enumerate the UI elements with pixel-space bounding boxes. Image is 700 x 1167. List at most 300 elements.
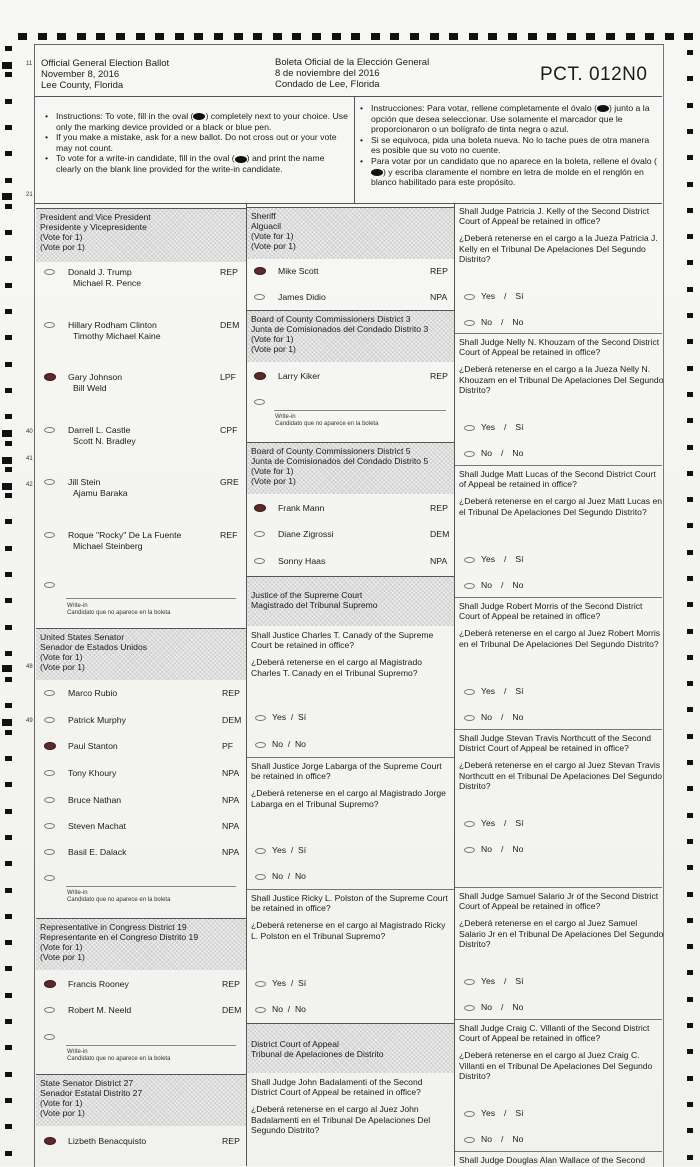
timing-mark (488, 33, 497, 40)
empty-oval-icon[interactable] (464, 1111, 475, 1117)
timing-mark (528, 33, 537, 40)
candidate-option[interactable] (44, 979, 252, 1003)
timing-mark (626, 33, 635, 40)
party-label: NPA (222, 847, 240, 857)
empty-oval-icon[interactable] (44, 532, 55, 538)
timing-mark (687, 287, 693, 292)
timing-mark (687, 1155, 693, 1160)
candidate-name: Steven Machat (68, 821, 126, 831)
timing-mark (5, 467, 12, 472)
timing-mark (687, 497, 693, 502)
timing-mark (5, 1124, 12, 1129)
empty-oval-icon[interactable] (255, 742, 266, 748)
timing-mark (687, 629, 693, 634)
timing-mark (687, 760, 693, 765)
timing-mark (5, 388, 12, 393)
kelly-yes-option[interactable]: Yes / Sí (464, 291, 524, 301)
candidate-option[interactable] (44, 320, 250, 344)
filled-oval-icon[interactable] (254, 372, 266, 380)
filled-oval-icon[interactable] (44, 742, 56, 750)
empty-oval-icon[interactable] (464, 425, 475, 431)
timing-mark (606, 33, 615, 40)
race-commissioner3-header: Board of County Commissioners District 3 Junta de Comisionados del Condado Distrito 3 (Vote for 1) (Vote por 1) (247, 310, 454, 362)
row-number: 41 (26, 456, 33, 462)
race-commissioner5-header: Board of County Commissioners District 5 Junta de Comisionados del Condado Distrito 5 (Vote for 1) (Vote por 1) (247, 442, 454, 494)
party-label: NPA (430, 556, 448, 566)
timing-mark (5, 309, 12, 314)
party-label: REP (430, 266, 448, 276)
timing-mark (508, 33, 517, 40)
timing-mark (687, 681, 693, 686)
timing-mark (214, 33, 223, 40)
election-date: November 8, 2016 (41, 69, 120, 80)
timing-mark (687, 734, 693, 739)
race-senate-header: United States Senator Senador de Estados Unidos (Vote for 1) (Vote por 1) (36, 628, 246, 680)
timing-mark (5, 230, 12, 235)
empty-oval-icon[interactable] (44, 690, 55, 696)
timing-mark (5, 335, 12, 340)
timing-mark (2, 665, 12, 672)
empty-oval-icon[interactable] (44, 427, 55, 433)
candidate-name: Marco Rubio (68, 688, 118, 698)
party-label: GRE (220, 477, 239, 487)
empty-oval-icon[interactable] (44, 770, 55, 776)
race-supreme-header: Justice of the Supreme Court Magistrado del Tribunal Supremo (247, 576, 454, 626)
timing-mark (5, 1072, 12, 1077)
filled-oval-icon (193, 113, 205, 120)
timing-mark (5, 782, 12, 787)
timing-mark (687, 234, 693, 239)
timing-mark (687, 103, 693, 108)
villanti-yes-option[interactable]: Yes / Sí (464, 1108, 524, 1118)
filled-oval-icon[interactable] (44, 1137, 56, 1145)
timing-mark (567, 33, 576, 40)
empty-oval-icon[interactable] (464, 979, 475, 985)
empty-oval-icon[interactable] (255, 874, 266, 880)
county: Lee County, Florida (41, 80, 124, 91)
party-label: REP (430, 371, 448, 381)
candidate-option[interactable] (254, 503, 460, 527)
row-number: 40 (26, 429, 33, 435)
timing-mark (38, 33, 47, 40)
timing-mark (687, 313, 693, 318)
filled-oval-icon[interactable] (254, 504, 266, 512)
filled-oval-icon (371, 169, 383, 176)
timing-mark (57, 33, 66, 40)
question-kelly: Shall Judge Patricia J. Kelly of the Second District Court of Appeal be retained in office? ¿Deberá retenerse en el cargo a la Jueza Patricia J. Kelly en el Tribunal De Apelaciones Del Segundo Distrito? (459, 206, 658, 264)
empty-oval-icon[interactable] (255, 715, 266, 721)
timing-mark (687, 944, 693, 949)
race-president-header: President and Vice President Presidente y Vicepresidente (Vote for 1) (Vote por 1) (36, 208, 246, 262)
northcutt-no-option[interactable]: No / No (464, 844, 523, 854)
empty-oval-icon[interactable] (44, 875, 55, 881)
party-label: DEM (430, 529, 450, 539)
timing-mark (5, 519, 12, 524)
timing-mark (5, 72, 12, 77)
timing-mark (5, 125, 12, 130)
empty-oval-icon[interactable] (44, 1007, 55, 1013)
candidate-name: Jill Stein (68, 477, 101, 487)
header-spanish (275, 57, 429, 90)
timing-mark (687, 445, 693, 450)
running-mate-name: Scott N. Bradley (73, 436, 136, 446)
filled-oval-icon (597, 105, 609, 112)
candidate-option[interactable] (44, 821, 252, 845)
empty-oval-icon[interactable] (44, 582, 55, 588)
timing-mark (687, 366, 693, 371)
northcutt-yes-option[interactable]: Yes / Sí (464, 818, 524, 828)
candidate-option[interactable] (254, 371, 460, 395)
empty-oval-icon[interactable] (464, 1005, 475, 1011)
khouzam-no-option[interactable]: No / No (464, 448, 523, 458)
question-villanti: Shall Judge Craig C. Villanti of the Second District Court of Appeal be retained in office? ¿Deberá retenerse en el cargo al Juez Craig C. Villanti en el Tribunal De Apelaciones Del Segundo Distrito? (459, 1023, 653, 1081)
empty-oval-icon[interactable] (464, 583, 475, 589)
empty-oval-icon[interactable] (44, 269, 55, 275)
timing-mark (175, 33, 184, 40)
empty-oval-icon[interactable] (44, 1034, 55, 1040)
candidate-name: Francis Rooney (68, 979, 129, 989)
timing-mark (449, 33, 458, 40)
race-appeal-header: District Court of Appeal Tribunal de Apelaciones de Distrito (247, 1023, 454, 1073)
timing-mark (273, 33, 282, 40)
timing-mark (77, 33, 86, 40)
timing-mark (5, 99, 12, 104)
timing-mark (687, 970, 693, 975)
race-state-senate-header: State Senator District 27 Senador Estatal Distrito 27 (Vote for 1) (Vote por 1) (36, 1074, 246, 1126)
question-wallace: Shall Judge Douglas Alan Wallace of the Second (459, 1155, 645, 1165)
timing-mark (2, 62, 12, 69)
timing-mark (687, 655, 693, 660)
timing-mark (5, 414, 12, 419)
party-label: NPA (222, 821, 240, 831)
writein-label: Write-in Candidato que no aparece en la boleta (67, 1049, 171, 1062)
candidate-name: Frank Mann (278, 503, 325, 513)
timing-mark (687, 1049, 693, 1054)
candidate-option[interactable] (44, 425, 250, 449)
timing-mark (5, 1045, 12, 1050)
morris-yes-option[interactable]: Yes / Sí (464, 686, 524, 696)
candidate-option[interactable] (254, 529, 460, 553)
party-label: PF (222, 741, 234, 751)
timing-mark (5, 1151, 12, 1156)
lucas-no-option[interactable]: No / No (464, 580, 523, 590)
timing-mark (5, 730, 12, 735)
candidate-name: Donald J. Trump (68, 267, 132, 277)
timing-mark (2, 483, 12, 490)
candidate-option[interactable] (44, 372, 250, 396)
empty-oval-icon[interactable] (464, 715, 475, 721)
instructions-english: • Instructions: To vote, fill in the oval ( ) completely next to your choice. Use only the marking device provided or a black or blue pen. • If you make a mistake, ask for a new ballot. Do not cross out or your vote may not count. • To vote for a write-in candidate, fill in the oval ( ) and print the name clearly on the blank line provided for the write-in candidate. (44, 111, 349, 175)
empty-oval-icon[interactable] (464, 557, 475, 563)
empty-oval-icon[interactable] (44, 849, 55, 855)
filled-oval-icon[interactable] (44, 980, 56, 988)
polston-no-option[interactable]: No / No (255, 1004, 306, 1014)
timing-mark (586, 33, 595, 40)
timing-mark (5, 861, 12, 866)
timing-mark (96, 33, 105, 40)
timing-mark (684, 33, 693, 40)
timing-mark (2, 193, 12, 200)
party-label: REP (220, 267, 238, 277)
timing-mark (687, 550, 693, 555)
timing-mark (5, 256, 12, 261)
timing-mark (5, 756, 12, 761)
race-sheriff-header: Sheriff Alguacil (Vote for 1) (Vote por 1) (247, 207, 454, 259)
khouzam-yes-option[interactable]: Yes / Sí (464, 422, 524, 432)
timing-mark (5, 677, 12, 682)
timing-mark (5, 178, 12, 183)
timing-mark (312, 33, 321, 40)
timing-mark (5, 993, 12, 998)
timing-mark (5, 835, 12, 840)
empty-oval-icon[interactable] (464, 1137, 475, 1143)
writein-label: Write-in Candidato que no aparece en la boleta (275, 414, 379, 427)
party-label: CPF (220, 425, 238, 435)
empty-oval-icon[interactable] (464, 821, 475, 827)
timing-mark (687, 576, 693, 581)
race-congress-header: Representative in Congress District 19 Representante en el Congreso Distrito 19 (Vote for 1) (Vote por 1) (36, 918, 246, 970)
timing-mark (687, 707, 693, 712)
empty-oval-icon[interactable] (464, 847, 475, 853)
party-label: REF (220, 530, 238, 540)
timing-mark (687, 997, 693, 1002)
labarga-no-option[interactable]: No / No (255, 871, 306, 881)
timing-mark (136, 33, 145, 40)
timing-mark (469, 33, 478, 40)
timing-mark (687, 1128, 693, 1133)
filled-oval-icon[interactable] (254, 267, 266, 275)
candidate-name: Paul Stanton (68, 741, 118, 751)
candidate-option[interactable] (44, 267, 250, 291)
candidate-option[interactable] (44, 847, 252, 871)
empty-oval-icon[interactable] (255, 1007, 266, 1013)
candidate-name: Diane Zigrossi (278, 529, 334, 539)
candidate-name: James Didio (278, 292, 326, 302)
timing-mark (687, 523, 693, 528)
timing-mark (687, 865, 693, 870)
timing-mark (687, 339, 693, 344)
question-lucas: Shall Judge Matt Lucas of the Second District Court of Appeal be retained in office? ¿Deberá retenerse en el cargo al Juez Matt Lucas en el Tribunal De Apelaciones Del Segundo Distrito? (459, 469, 663, 517)
candidate-option[interactable] (44, 477, 250, 501)
timing-mark (2, 457, 12, 464)
question-morris: Shall Judge Robert Morris of the Second District Court of Appeal be retained in office? ¿Deberá retenerse en el cargo al Juez Robert Morris en el Tribunal De Apelaciones Del Segundo Distrito? (459, 601, 661, 649)
canady-no-option[interactable]: No / No (255, 739, 306, 749)
timing-mark (5, 362, 12, 367)
timing-mark (687, 155, 693, 160)
timing-mark (5, 598, 12, 603)
empty-oval-icon[interactable] (255, 981, 266, 987)
candidate-option[interactable] (44, 741, 252, 765)
timing-mark (687, 129, 693, 134)
timing-mark (5, 888, 12, 893)
timing-mark (687, 76, 693, 81)
candidate-option[interactable] (44, 1136, 252, 1160)
timing-mark (687, 786, 693, 791)
timing-mark (687, 392, 693, 397)
timing-mark (5, 204, 12, 209)
timing-mark (5, 46, 12, 51)
row-number: 49 (26, 718, 33, 724)
timing-mark (2, 719, 12, 726)
ballot-title-es: Boleta Oficial de la Elección General (275, 57, 430, 68)
timing-mark (5, 283, 12, 288)
candidate-name: Darrell L. Castle (68, 425, 131, 435)
candidate-name: Mike Scott (278, 266, 319, 276)
ballot-title: Official General Election Ballot (41, 58, 170, 69)
row-number: 42 (26, 482, 33, 488)
question-badalamenti: Shall Judge John Badalamenti of the Second District Court of Appeal be retained in office? ¿Deberá retenerse en el cargo al Juez John Badalamenti en el Tribunal De Apelaciones Del Segundo Distrito? (251, 1077, 431, 1135)
question-salario: Shall Judge Samuel Salario Jr of the Second District Court of Appeal be retained in office? ¿Deberá retenerse en el cargo al Juez Samuel Salario Jr en el Tribunal De Apelaciones Del Segundo Distrito? (459, 891, 664, 949)
empty-oval-icon[interactable] (44, 797, 55, 803)
candidate-option[interactable] (44, 688, 252, 712)
empty-oval-icon[interactable] (464, 451, 475, 457)
lucas-yes-option[interactable]: Yes / Sí (464, 554, 524, 564)
row-number: 11 (26, 61, 33, 67)
party-label: DEM (222, 1005, 242, 1015)
timing-mark (5, 1098, 12, 1103)
timing-mark (5, 546, 12, 551)
timing-mark (5, 1019, 12, 1024)
timing-mark (687, 839, 693, 844)
canady-yes-option[interactable]: Yes / Sí (255, 712, 306, 722)
writein-label: Write-in Candidato que no aparece en la boleta (67, 603, 171, 616)
empty-oval-icon[interactable] (44, 823, 55, 829)
candidate-option[interactable] (254, 266, 460, 290)
timing-mark (5, 966, 12, 971)
candidate-name: Basil E. Dalack (68, 847, 127, 857)
row-number: 48 (26, 664, 33, 670)
row-number: 21 (26, 192, 33, 198)
candidate-name: Hillary Rodham Clinton (68, 320, 157, 330)
timing-mark (234, 33, 243, 40)
empty-oval-icon[interactable] (254, 294, 265, 300)
timing-mark (645, 33, 654, 40)
timing-mark (5, 940, 12, 945)
labarga-yes-option[interactable]: Yes / Sí (255, 845, 306, 855)
candidate-option[interactable] (44, 715, 252, 739)
party-label: NPA (222, 795, 240, 805)
county-es: Condado de Lee, Florida (275, 79, 380, 90)
party-label: LPF (220, 372, 236, 382)
timing-mark (5, 441, 12, 446)
candidate-name: Sonny Haas (278, 556, 326, 566)
timing-mark (687, 918, 693, 923)
running-mate-name: Michael R. Pence (73, 278, 142, 288)
timing-mark (5, 625, 12, 630)
party-label: REP (222, 688, 240, 698)
timing-mark (687, 813, 693, 818)
timing-mark (116, 33, 125, 40)
timing-mark (194, 33, 203, 40)
precinct-code: PCT. 012N0 (540, 64, 648, 85)
timing-mark (687, 1023, 693, 1028)
candidate-name: Patrick Murphy (68, 715, 126, 725)
empty-oval-icon[interactable] (255, 848, 266, 854)
empty-oval-icon[interactable] (44, 479, 55, 485)
timing-mark (390, 33, 399, 40)
villanti-no-option[interactable]: No / No (464, 1134, 523, 1144)
kelly-no-option[interactable]: No / No (464, 317, 523, 327)
timing-mark (292, 33, 301, 40)
candidate-name: Bruce Nathan (68, 795, 122, 805)
empty-oval-icon[interactable] (254, 558, 265, 564)
timing-mark (687, 418, 693, 423)
timing-mark (5, 809, 12, 814)
timing-mark (687, 1102, 693, 1107)
candidate-option[interactable] (44, 1005, 252, 1029)
morris-no-option[interactable]: No / No (464, 712, 523, 722)
party-label: REP (222, 979, 240, 989)
timing-mark (687, 1076, 693, 1081)
candidate-name: Tony Khoury (68, 768, 117, 778)
running-mate-name: Ajamu Baraka (73, 488, 128, 498)
empty-oval-icon[interactable] (254, 399, 265, 405)
timing-mark (687, 208, 693, 213)
empty-oval-icon[interactable] (464, 294, 475, 300)
running-mate-name: Bill Weld (73, 383, 107, 393)
filled-oval-icon[interactable] (44, 373, 56, 381)
timing-mark (2, 430, 12, 437)
empty-oval-icon[interactable] (464, 689, 475, 695)
question-labarga: Shall Justice Jorge Labarga of the Supreme Court be retained in office? ¿Deberá retenerse en el cargo al Magistrado Jorge Labarga en el Tribunal Supremo? (251, 761, 446, 809)
empty-oval-icon[interactable] (44, 717, 55, 723)
party-label: DEM (220, 320, 240, 330)
party-label: DEM (222, 715, 242, 725)
candidate-option[interactable] (44, 768, 252, 792)
candidate-name: Larry Kiker (278, 371, 320, 381)
empty-oval-icon[interactable] (254, 531, 265, 537)
timing-mark (155, 33, 164, 40)
candidate-name: Robert M. Neeld (68, 1005, 132, 1015)
candidate-name: Lizbeth Benacquisto (68, 1136, 147, 1146)
timing-mark (687, 602, 693, 607)
timing-mark (430, 33, 439, 40)
timing-mark (5, 651, 12, 656)
empty-oval-icon[interactable] (44, 322, 55, 328)
timing-mark (687, 892, 693, 897)
timing-mark (5, 151, 12, 156)
question-polston: Shall Justice Ricky L. Polston of the Supreme Court be retained in office? ¿Deberá retenerse en el cargo al Magistrado Ricky L. Polston en el Tribunal Supremo? (251, 893, 448, 941)
running-mate-name: Michael Steinberg (73, 541, 143, 551)
polston-yes-option[interactable]: Yes / Sí (255, 978, 306, 988)
timing-mark (5, 572, 12, 577)
salario-no-option[interactable]: No / No (464, 1002, 523, 1012)
party-label: NPA (430, 292, 448, 302)
timing-mark (687, 260, 693, 265)
question-khouzam: Shall Judge Nelly N. Khouzam of the Second District Court of Appeal be retained in office? ¿Deberá retenerse en el cargo a la Jueza Nelly N. Khouzam en el Tribunal De Apelaciones Del Segundo Distrito? (459, 337, 664, 395)
timing-mark (351, 33, 360, 40)
candidate-name: Roque "Rocky" De La Fuente (68, 530, 182, 540)
candidate-option[interactable] (44, 795, 252, 819)
timing-mark (665, 33, 674, 40)
salario-yes-option[interactable]: Yes / Sí (464, 976, 524, 986)
timing-mark (5, 703, 12, 708)
timing-mark (5, 914, 12, 919)
header-english (41, 58, 169, 91)
timing-mark (547, 33, 556, 40)
timing-mark (371, 33, 380, 40)
party-label: REP (430, 503, 448, 513)
empty-oval-icon[interactable] (464, 320, 475, 326)
filled-oval-icon (235, 156, 247, 163)
timing-mark (687, 182, 693, 187)
candidate-name: Gary Johnson (68, 372, 123, 382)
question-northcutt: Shall Judge Stevan Travis Northcutt of the Second District Court of Appeal be retained in office? ¿Deberá retenerse en el cargo al Juez Stevan Travis Northcutt en el Tribunal De Apelaciones Del Segundo Distrito? (459, 733, 663, 791)
candidate-option[interactable] (44, 530, 250, 554)
timing-mark (18, 33, 27, 40)
timing-mark (5, 493, 12, 498)
timing-mark (687, 50, 693, 55)
